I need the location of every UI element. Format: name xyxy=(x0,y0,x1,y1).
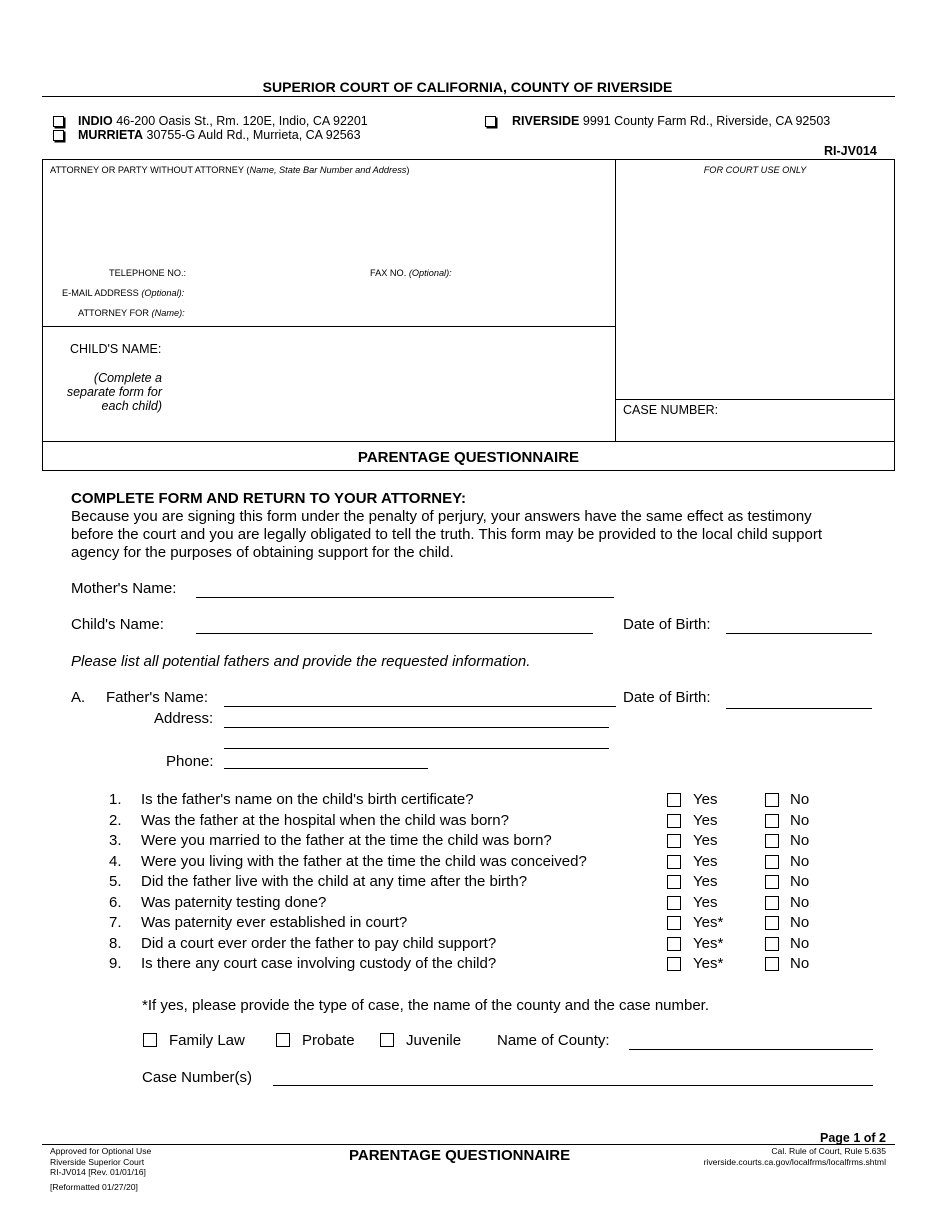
family-law-label: Family Law xyxy=(169,1032,245,1049)
yes-label: Yes xyxy=(693,811,718,829)
complete-note-3: each child) xyxy=(101,399,162,413)
checkbox-murrieta[interactable] xyxy=(53,130,64,141)
checkbox-probate[interactable] xyxy=(276,1033,290,1047)
child-dob-label: Date of Birth: xyxy=(623,616,711,633)
yes-checkbox[interactable] xyxy=(667,855,681,869)
yes-label: Yes xyxy=(693,791,718,808)
yes-label: Yes* xyxy=(693,955,724,972)
address-field-2[interactable] xyxy=(224,748,609,749)
no-checkbox[interactable] xyxy=(765,957,779,971)
no-checkbox[interactable] xyxy=(765,834,779,848)
no-checkbox[interactable] xyxy=(765,916,779,930)
court-use-rule xyxy=(615,399,895,400)
no-label: No xyxy=(790,832,810,849)
question-row xyxy=(0,914,950,934)
no-checkbox[interactable] xyxy=(765,875,779,889)
instructions-line-2: before the court and you are legally obligated to tell the truth. This form may be provided to the local child support xyxy=(71,526,822,543)
no-checkbox[interactable] xyxy=(765,793,779,807)
no-label: No xyxy=(790,852,810,870)
question-text: Is there any court case involving custody of the child? xyxy=(141,955,497,972)
footer-rule xyxy=(42,1144,895,1145)
mothers-name-label: Mother's Name: xyxy=(71,580,177,597)
yes-checkbox[interactable] xyxy=(667,793,681,807)
no-label: No xyxy=(790,934,810,952)
question-number: 9. xyxy=(109,955,122,972)
checkbox-riverside[interactable] xyxy=(485,116,496,127)
juvenile-label: Juvenile xyxy=(406,1032,462,1049)
yes-label: Yes xyxy=(693,832,718,849)
attorney-for-label: ATTORNEY FOR (Name): xyxy=(78,308,185,318)
phone-label: Phone: xyxy=(166,753,214,770)
email-label: E-MAIL ADDRESS (Optional): xyxy=(62,288,185,298)
yes-checkbox[interactable] xyxy=(667,814,681,828)
question-number: 1. xyxy=(109,791,122,808)
yes-label: Yes xyxy=(693,893,718,911)
question-row xyxy=(0,894,950,914)
question-row xyxy=(0,873,950,893)
fathers-name-label: Father's Name: xyxy=(106,689,209,706)
case-number-label: CASE NUMBER: xyxy=(623,403,719,417)
complete-note-1: (Complete a xyxy=(93,371,162,385)
yes-checkbox[interactable] xyxy=(667,916,681,930)
checkbox-juvenile[interactable] xyxy=(380,1033,394,1047)
yes-checkbox[interactable] xyxy=(667,896,681,910)
attorney-bottom-rule xyxy=(42,326,615,327)
footer-url: riverside.courts.ca.gov/localfrms/localfrms.shtml xyxy=(703,1156,886,1167)
no-checkbox[interactable] xyxy=(765,814,779,828)
footer-approved: Approved for Optional Use xyxy=(50,1146,152,1156)
yes-checkbox[interactable] xyxy=(667,937,681,951)
question-text: Did a court ever order the father to pay child support? xyxy=(141,934,497,952)
question-number: 2. xyxy=(109,811,122,829)
question-number: 8. xyxy=(109,934,122,952)
telephone-label: TELEPHONE NO.: xyxy=(109,268,187,278)
yes-label: Yes* xyxy=(693,934,724,952)
yes-checkbox[interactable] xyxy=(667,834,681,848)
no-label: No xyxy=(790,873,810,890)
father-dob-field[interactable] xyxy=(726,708,872,709)
question-row xyxy=(0,853,950,873)
no-label: No xyxy=(790,914,810,931)
childs-name-field[interactable] xyxy=(196,633,593,634)
yes-label: Yes xyxy=(693,852,718,870)
case-type-note: *If yes, please provide the type of case, the name of the county and the case number. xyxy=(142,997,710,1014)
no-checkbox[interactable] xyxy=(765,855,779,869)
title-rule xyxy=(42,441,895,442)
phone-field[interactable] xyxy=(224,768,428,769)
no-label: No xyxy=(790,893,810,911)
childs-name-label: Child's Name: xyxy=(71,616,164,633)
question-row xyxy=(0,955,950,975)
no-label: No xyxy=(790,811,810,829)
question-text: Is the father's name on the child's birth certificate? xyxy=(141,791,474,808)
county-label: Name of County: xyxy=(497,1032,610,1049)
child-name-label: CHILD'S NAME: xyxy=(70,342,162,356)
no-label: No xyxy=(790,791,810,808)
question-number: 7. xyxy=(109,914,122,931)
probate-label: Probate xyxy=(302,1032,355,1049)
yes-checkbox[interactable] xyxy=(667,957,681,971)
question-row xyxy=(0,935,950,955)
checkbox-indio[interactable] xyxy=(53,116,64,127)
mothers-name-field[interactable] xyxy=(196,597,614,598)
question-text: Was paternity ever established in court? xyxy=(141,914,408,931)
question-number: 6. xyxy=(109,893,122,911)
question-text: Were you married to the father at the time the child was born? xyxy=(141,832,552,849)
form-title: PARENTAGE QUESTIONNAIRE xyxy=(357,449,580,466)
question-number: 4. xyxy=(109,852,122,870)
father-dob-label: Date of Birth: xyxy=(623,689,711,706)
no-checkbox[interactable] xyxy=(765,896,779,910)
question-row xyxy=(0,832,950,852)
section-a-letter: A. xyxy=(71,689,86,706)
footer-reformatted: [Reformatted 01/27/20] xyxy=(50,1181,138,1192)
child-dob-field[interactable] xyxy=(726,633,872,634)
instructions-line-3: agency for the purposes of obtaining support for the child. xyxy=(71,544,454,561)
case-numbers-field[interactable] xyxy=(273,1085,873,1086)
address-label: Address: xyxy=(154,710,214,727)
question-text: Was paternity testing done? xyxy=(141,893,327,911)
form-id: RI-JV014 xyxy=(824,144,877,158)
question-text: Were you living with the father at the time the child was conceived? xyxy=(141,852,587,870)
attorney-label: ATTORNEY OR PARTY WITHOUT ATTORNEY (Name, State Bar Number and Address) xyxy=(50,165,410,175)
location-indio: INDIO 46-200 Oasis St., Rm. 120E, Indio, CA 92201 xyxy=(78,114,368,128)
fax-label: FAX NO. (Optional): xyxy=(370,268,452,278)
yes-checkbox[interactable] xyxy=(667,875,681,889)
yes-label: Yes xyxy=(693,873,718,890)
instructions-heading: COMPLETE FORM AND RETURN TO YOUR ATTORNEY: xyxy=(71,490,467,507)
location-riverside: RIVERSIDE 9991 County Farm Rd., Riverside, CA 92503 xyxy=(512,114,831,128)
question-row xyxy=(0,812,950,832)
footer-right xyxy=(640,1146,886,1167)
question-text: Did the father live with the child at any time after the birth? xyxy=(141,873,528,890)
instructions-line-1: Because you are signing this form under the penalty of perjury, your answers have the same effect as testimony xyxy=(71,508,812,525)
checkbox-family-law[interactable] xyxy=(143,1033,157,1047)
footer-rule-citation: Cal. Rule of Court, Rule 5.635 xyxy=(771,1146,886,1156)
footer-title: PARENTAGE QUESTIONNAIRE xyxy=(349,1147,571,1164)
address-field-1[interactable] xyxy=(224,727,609,728)
yes-label: Yes* xyxy=(693,914,724,931)
no-label: No xyxy=(790,955,810,972)
footer-court: Riverside Superior Court xyxy=(50,1156,145,1167)
case-numbers-label: Case Number(s) xyxy=(142,1069,253,1086)
footer-form-rev: RI-JV014 [Rev. 01/01/16] xyxy=(50,1167,146,1177)
footer-left xyxy=(50,1146,151,1192)
list-fathers-note: Please list all potential fathers and provide the requested information. xyxy=(71,653,531,670)
complete-note-2: separate form for xyxy=(66,385,162,399)
no-checkbox[interactable] xyxy=(765,937,779,951)
question-number: 3. xyxy=(109,832,122,849)
court-use-label: FOR COURT USE ONLY xyxy=(703,165,807,175)
page-number: Page 1 of 2 xyxy=(820,1131,886,1145)
court-title: SUPERIOR COURT OF CALIFORNIA, COUNTY OF RIVERSIDE xyxy=(262,79,673,95)
county-field[interactable] xyxy=(629,1049,873,1050)
fathers-name-field[interactable] xyxy=(224,706,616,707)
question-number: 5. xyxy=(109,873,122,890)
question-row xyxy=(0,791,950,811)
header-rule xyxy=(42,96,895,97)
question-text: Was the father at the hospital when the child was born? xyxy=(141,811,509,829)
location-murrieta: MURRIETA 30755-G Auld Rd., Murrieta, CA 92563 xyxy=(78,128,361,142)
